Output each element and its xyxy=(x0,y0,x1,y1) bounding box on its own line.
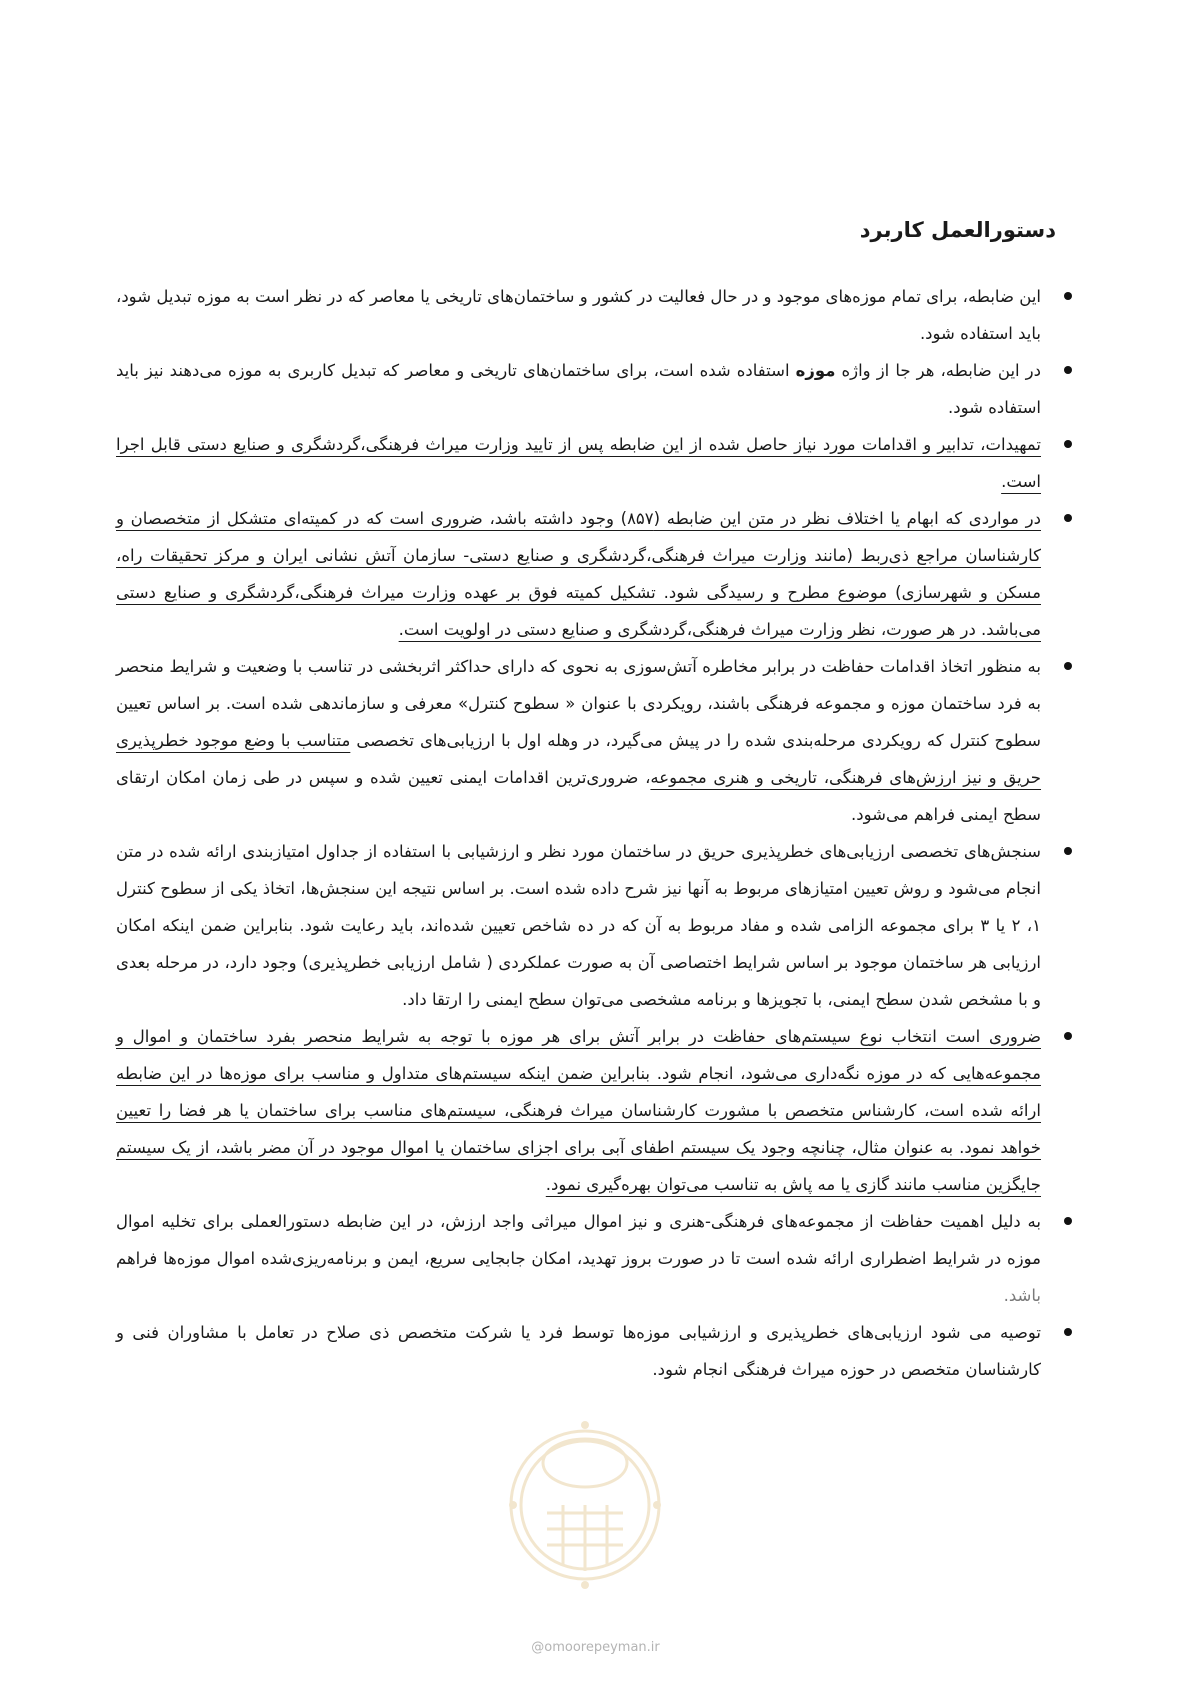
bullet-text: باشد. xyxy=(1003,1286,1041,1305)
bullet-text: استفاده شده است، برای ساختمان‌های تاریخی و معاصر که تبدیل کاربری به موزه می‌دهند نیز باید استفاده شود. xyxy=(116,361,1041,417)
bullet-text: ، ضروری‌ترین اقدامات ایمنی تعیین شده و سپس در طی زمان امکان ارتقای سطح ایمنی فراهم می‌شود. xyxy=(116,768,1041,824)
bullet-text: به منظور اتخاذ اقدامات حفاظت در برابر مخاطره آتش‌سوزی به نحوی که دارای حداکثر اثربخشی در تناسب با وضعیت و شرایط منحصر به فرد ساختمان موزه و مجموعه فرهنگی باشند، رویکردی با عنوان « سطوح کنترل» معرفی و سازماندهی شده است. بر اساس تعیین سطوح کنترل که رویکردی مرحله‌بندی شده را در پیش می‌گیرد، در وهله اول با ارزیابی‌های تخصصی xyxy=(116,657,1041,750)
bullet-text: در مواردی که ابهام یا اختلاف نظر در متن این ضابطه (۸۵۷) وجود داشته باشد، ضروری است که در کمیته‌ای متشکل از متخصصان و کارشناسان مراجع ذی‌ربط (مانند وزارت میراث فرهنگی،گردشگری و صنایع دستی- سازمان آتش نشانی ایران و مرکز تحقیقات راه، مسکن و شهرسازی) موضوع مطرح و رسیدگی شود. تشکیل کمیته فوق بر عهده وزارت میراث فرهنگی،گردشگری و صنایع دستی می‌باشد. در هر صورت، نظر وزارت میراث فرهنگی،گردشگری و صنایع دستی در اولویت است. xyxy=(116,509,1041,639)
section-heading: دستورالعمل کاربرد xyxy=(859,218,1056,242)
bullet-text: این ضابطه، برای تمام موزه‌های موجود و در حال فعالیت در کشور و ساختمان‌های تاریخی یا معاصر که در نظر است به موزه تبدیل شود، باید استفاده شود. xyxy=(116,287,1041,343)
bullet-text: تمهیدات، تدابیر و اقدامات مورد نیاز حاصل شده از این ضابطه پس از تایید وزارت میراث فرهنگی،گردشگری و صنایع دستی قابل اجرا است. xyxy=(116,435,1041,491)
bullet-text: متناسب با وضع موجود خطرپذیری حریق و نیز ارزش‌های فرهنگی، تاریخی و هنری مجموعه xyxy=(116,731,1042,787)
bullet-item xyxy=(116,500,1041,648)
document-body xyxy=(116,278,1041,1388)
bullet-item xyxy=(116,278,1041,352)
bullet-item xyxy=(116,833,1041,1018)
bullet-list xyxy=(116,278,1041,1388)
bullet-text: توصیه می شود ارزیابی‌های خطرپذیری و ارزشیابی موزه‌ها توسط فرد یا شرکت متخصص ذی صلاح در تعامل با مشاوران فنی و کارشناسان متخصص در حوزه میراث فرهنگی انجام شود. xyxy=(116,1323,1041,1379)
bullet-text: به دلیل اهمیت حفاظت از مجموعه‌های فرهنگی-هنری و نیز اموال میراثی واجد ارزش، در این ضابطه دستورالعملی برای تخلیه اموال موزه در شرایط اضطراری ارائه شده است تا در صورت بروز تهدید، امکان جابجایی سریع، ایمن و برنامه‌ریزی‌شده اموال موزه‌ها فراهم xyxy=(116,1212,1041,1268)
bullet-text: موزه xyxy=(795,361,836,380)
bullet-item xyxy=(116,1203,1041,1314)
bullet-item xyxy=(116,352,1041,426)
bullet-item xyxy=(116,1018,1041,1203)
bullet-text: سنجش‌های تخصصی ارزیابی‌های خطرپذیری حریق در ساختمان مورد نظر و ارزشیابی با استفاده از جداول امتیازبندی ارائه شده در متن انجام می‌شود و روش تعیین امتیازهای مربوط به آنها نیز شرح داده شده است. بر اساس نتیجه این سنجش‌ها، اتخاذ یکی از سطوح کنترل ۱، ۲ یا ۳ برای مجموعه الزامی شده و مفاد مربوط به آن که در ده شاخص تعیین شده‌اند، باید رعایت شود. بنابراین ضمن اینکه امکان ارزیابی هر ساختمان موجود بر اساس شرایط اختصاصی آن به صورت عملکردی ( شامل ارزیابی خطرپذیری) وجود دارد، در مرحله بعدی و با مشخص شدن سطح ایمنی، با تجویزها و برنامه مشخصی می‌توان سطح ایمنی را ارتقا داد. xyxy=(116,842,1042,1009)
bullet-item xyxy=(116,1314,1041,1388)
bullet-text: ضروری است انتخاب نوع سیستم‌های حفاظت در برابر آتش برای هر موزه با توجه به شرایط منحصر بفرد ساختمان و اموال و مجموعه‌هایی که در موزه نگه‌داری می‌شود، انجام شود. بنابراین ضمن اینکه سیستم‌های متداول و مناسب برای موزه‌ها در این ضابطه ارائه شده است، کارشناس متخصص با مشورت کارشناسان میراث فرهنگی، سیستم‌های مناسب برای ساختمان یا هر فضا را تعیین خواهد نمود. به عنوان مثال، چنانچه وجود یک سیستم اطفای آبی برای اجزای ساختمان یا اموال موجود در آن مضر باشد، از یک سیستم جایگزین مناسب مانند گازی یا مه پاش به تناسب می‌توان بهره‌گیری نمود. xyxy=(116,1027,1041,1194)
bullet-item xyxy=(116,648,1041,833)
bullet-item xyxy=(116,426,1041,500)
watermark-url: @omoorepeyman.ir xyxy=(531,1640,660,1655)
watermark-seal-icon xyxy=(505,1405,665,1605)
bullet-text: در این ضابطه، هر جا از واژه xyxy=(835,361,1042,380)
